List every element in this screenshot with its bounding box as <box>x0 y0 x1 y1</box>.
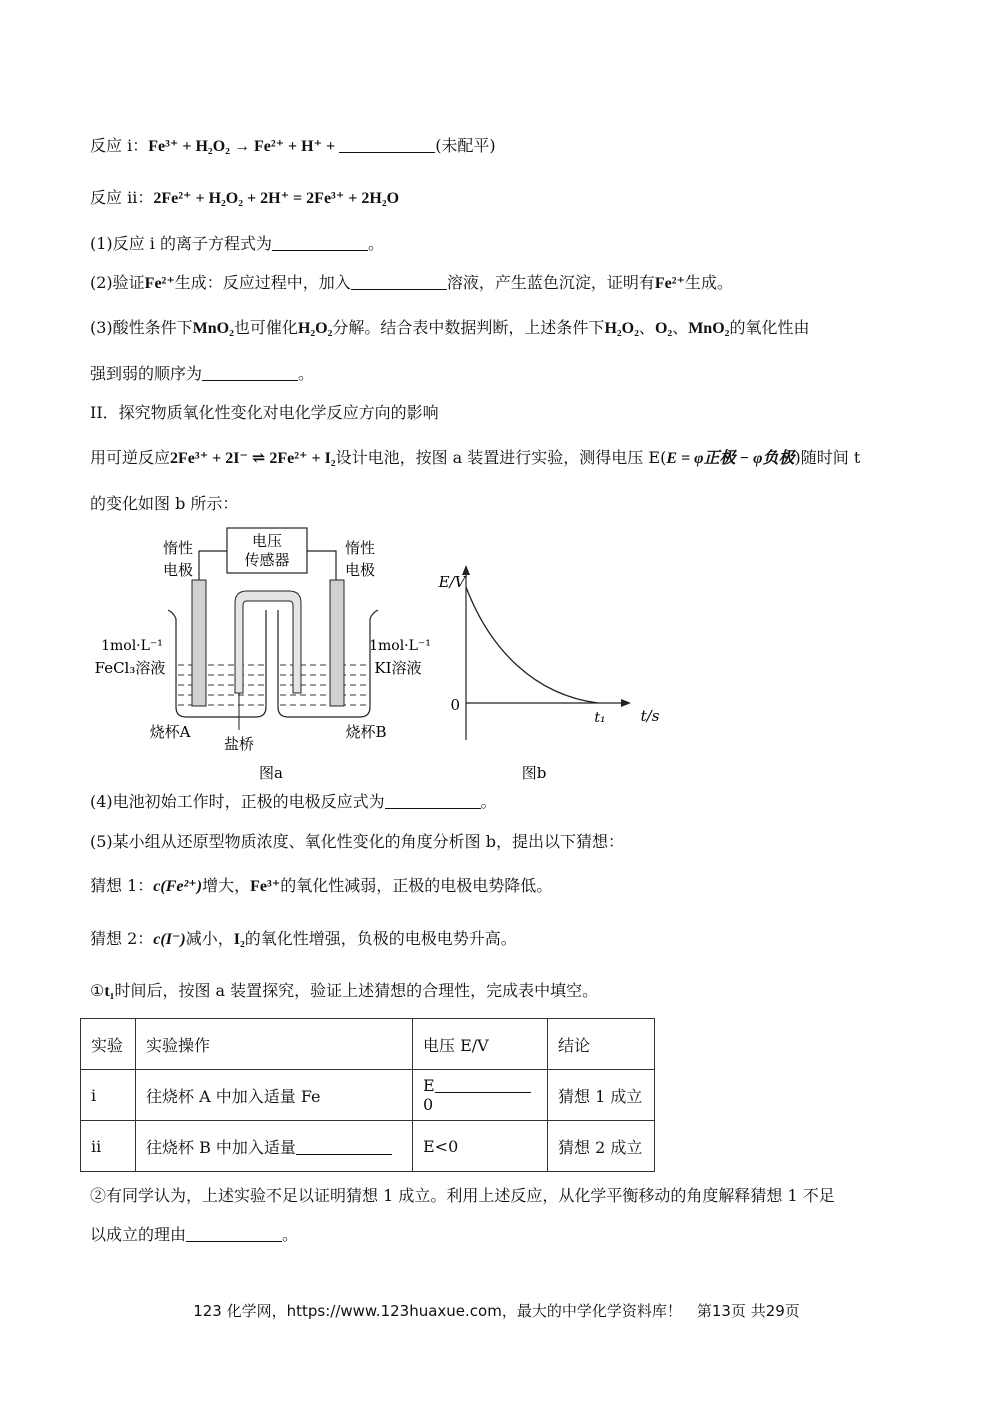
guess-2-mid: 减小， <box>185 929 234 948</box>
question-2-prefix: (2)验证 <box>90 273 145 292</box>
right-electrode-label-2: 电极 <box>344 561 376 579</box>
row-operation <box>136 1121 413 1172</box>
right-concentration: 1mol·L⁻¹ <box>369 638 431 654</box>
guess-2-end: 的氧化性增强，负极的电极电势升高。 <box>244 929 517 948</box>
sub-question-2-line2 <box>90 1225 298 1245</box>
question-4-blank[interactable] <box>385 792 481 809</box>
y-axis-label: E/V <box>438 573 466 591</box>
question-3-blank[interactable] <box>202 364 298 381</box>
question-2-ion2: Fe²⁺ <box>654 275 685 292</box>
table-header-row <box>81 1019 655 1070</box>
figure-a <box>95 528 431 782</box>
operation-text: 往烧杯 B 中加入适量 <box>146 1137 296 1157</box>
left-electrode-label-2: 电极 <box>162 561 194 579</box>
voltage-prefix: E <box>423 1076 435 1095</box>
question-2-blank[interactable] <box>351 273 447 290</box>
sub-1-text: 时间后，按图 a 装置探究，验证上述猜想的合理性，完成表中填空。 <box>114 981 599 1000</box>
experiment-table <box>80 1018 655 1172</box>
guess-1-prefix: 猜想 1： <box>90 876 154 895</box>
guess-1-expression: c(Fe²⁺) <box>153 878 203 895</box>
table-row <box>81 1070 655 1121</box>
question-1-text: (1)反应 i 的离子方程式为 <box>90 234 272 253</box>
question-4 <box>90 792 497 812</box>
question-5: (5)某小组从还原型物质浓度、氧化性变化的角度分析图 b，提出以下猜想： <box>90 832 624 851</box>
reaction-ii-label: 反应 ii： <box>90 188 154 207</box>
x-axis-arrow <box>621 699 631 707</box>
question-3-line2 <box>90 364 314 384</box>
question-3-sep2: 、 <box>672 318 689 337</box>
intro-line <box>90 448 860 469</box>
question-3 <box>90 318 809 339</box>
left-electrode-label-1: 惰性 <box>162 539 194 557</box>
sub-2-blank[interactable] <box>186 1225 282 1242</box>
guess-1-ion: Fe³⁺ <box>250 878 281 895</box>
beaker-b-label: 烧杯B <box>345 723 387 741</box>
table-header-cell: 结论 <box>548 1019 655 1070</box>
wire-left <box>199 551 227 580</box>
question-4-end: 。 <box>480 792 497 811</box>
sub-2-text: 以成立的理由 <box>90 1225 187 1244</box>
reaction-ii-line <box>90 188 399 209</box>
right-solution: KI溶液 <box>374 659 422 677</box>
question-1-end: 。 <box>367 234 384 253</box>
t1-label: t₁ <box>594 710 606 726</box>
salt-bridge <box>235 591 301 693</box>
guess-2-ion: I₂ <box>233 931 245 948</box>
right-electrode-label-1: 惰性 <box>344 539 376 557</box>
row-conclusion: 猜想 2 成立 <box>548 1121 655 1172</box>
reaction-i-equation: Fe³⁺ + H₂O₂ → Fe²⁺ + H⁺ + <box>148 138 340 155</box>
intro-mid: 设计电池，按图 a 装置进行实验，测得电压 E( <box>335 448 667 467</box>
question-3-line2-end: 。 <box>298 364 315 383</box>
intro-prefix: 用可逆反应 <box>90 448 171 467</box>
origin-label: 0 <box>450 696 460 714</box>
question-3-prefix: (3)酸性条件下 <box>90 318 193 337</box>
figures <box>90 525 670 787</box>
row-voltage: E<0 <box>413 1121 548 1172</box>
right-electrode <box>330 580 344 706</box>
figure-a-caption: 图a <box>259 764 283 782</box>
section-2-heading: II．探究物质氧化性变化对电化学反应方向的影响 <box>90 403 439 422</box>
question-3-mid: 也可催化 <box>233 318 298 337</box>
guess-2 <box>90 929 517 950</box>
question-3-end: 的氧化性由 <box>729 318 810 337</box>
row-id: ii <box>81 1121 136 1172</box>
voltage-decay-curve <box>466 587 598 703</box>
species-o2: O₂ <box>654 320 673 337</box>
question-1-blank[interactable] <box>272 234 368 251</box>
intro-equation: 2Fe³⁺ + 2I⁻ ⇌ 2Fe²⁺ + I₂ <box>170 450 336 467</box>
reaction-i-note: (未配平) <box>435 136 496 155</box>
sub-question-2-line1: ②有同学认为，上述实验不足以证明猜想 1 成立。利用上述反应，从化学平衡移动的角度解释猜想 1 不足 <box>90 1186 835 1205</box>
intro-end: )随时间 t <box>794 448 861 467</box>
guess-2-prefix: 猜想 2： <box>90 929 154 948</box>
table-header-cell: 实验操作 <box>136 1019 413 1070</box>
salt-bridge-label: 盐桥 <box>223 735 255 753</box>
question-2-mid: 生成：反应过程中，加入 <box>174 273 351 292</box>
reaction-ii-equation: 2Fe²⁺ + H₂O₂ + 2H⁺ = 2Fe³⁺ + 2H₂O <box>153 190 400 207</box>
species-h2o2-2: H₂O₂ <box>604 320 639 337</box>
sub-2-end: 。 <box>282 1225 299 1244</box>
row-voltage <box>413 1070 548 1121</box>
question-2-end: 生成。 <box>684 273 733 292</box>
table-header-cell: 电压 E/V <box>413 1019 548 1070</box>
question-2 <box>90 273 733 294</box>
guess-1-mid: 增大， <box>202 876 251 895</box>
question-3-mid2: 分解。结合表中数据判断，上述条件下 <box>332 318 605 337</box>
row-id: i <box>81 1070 136 1121</box>
beaker-a <box>168 610 266 717</box>
figure-b-caption: 图b <box>521 764 547 782</box>
sub-question-1 <box>90 981 598 1002</box>
sensor-label-2: 传感器 <box>244 551 290 569</box>
operation-blank[interactable] <box>296 1138 392 1155</box>
left-electrode <box>192 580 206 706</box>
solution-a <box>178 665 264 705</box>
figure-a-b-svg <box>90 525 670 783</box>
wire-right <box>307 551 336 580</box>
row-operation: 往烧杯 A 中加入适量 Fe <box>136 1070 413 1121</box>
page-footer: 123 化学网，https://www.123huaxue.com，最大的中学化学资料库！ 第13页 共29页 <box>193 1302 800 1320</box>
question-2-after: 溶液，产生蓝色沉淀，证明有 <box>446 273 655 292</box>
figure-b <box>438 565 660 782</box>
x-axis-label: t/s <box>640 707 660 725</box>
species-mno2: MnO₂ <box>192 320 234 337</box>
guess-1 <box>90 876 552 897</box>
left-concentration: 1mol·L⁻¹ <box>101 638 163 654</box>
guess-2-expression: c(I⁻) <box>153 931 186 948</box>
guess-1-end: 的氧化性减弱，正极的电极电势降低。 <box>280 876 553 895</box>
sub-1-prefix: ① <box>90 981 105 1000</box>
table-header-cell: 实验 <box>81 1019 136 1070</box>
voltage-formula: E = φ正极 − φ负极 <box>666 450 795 467</box>
left-solution: FeCl₃溶液 <box>94 659 166 677</box>
voltage-blank[interactable] <box>435 1076 531 1093</box>
species-h2o2: H₂O₂ <box>297 320 333 337</box>
question-4-text: (4)电池初始工作时，正极的电极反应式为 <box>90 792 385 811</box>
table-row <box>81 1121 655 1172</box>
sub-1-t1: t₁ <box>104 983 115 1000</box>
intro-line2: 的变化如图 b 所示： <box>90 494 239 513</box>
question-3-line2-text: 强到弱的顺序为 <box>90 364 203 383</box>
row-conclusion: 猜想 1 成立 <box>548 1070 655 1121</box>
reaction-i-label: 反应 i： <box>90 136 149 155</box>
species-mno2-2: MnO₂ <box>688 320 730 337</box>
voltage-suffix: 0 <box>423 1095 434 1114</box>
reaction-i-blank[interactable] <box>339 136 435 153</box>
sensor-label-1: 电压 <box>251 532 283 550</box>
question-2-ion: Fe²⁺ <box>144 275 175 292</box>
question-3-sep1: 、 <box>638 318 655 337</box>
beaker-a-label: 烧杯A <box>149 723 191 741</box>
question-1 <box>90 234 384 254</box>
reaction-i-line <box>90 136 496 157</box>
